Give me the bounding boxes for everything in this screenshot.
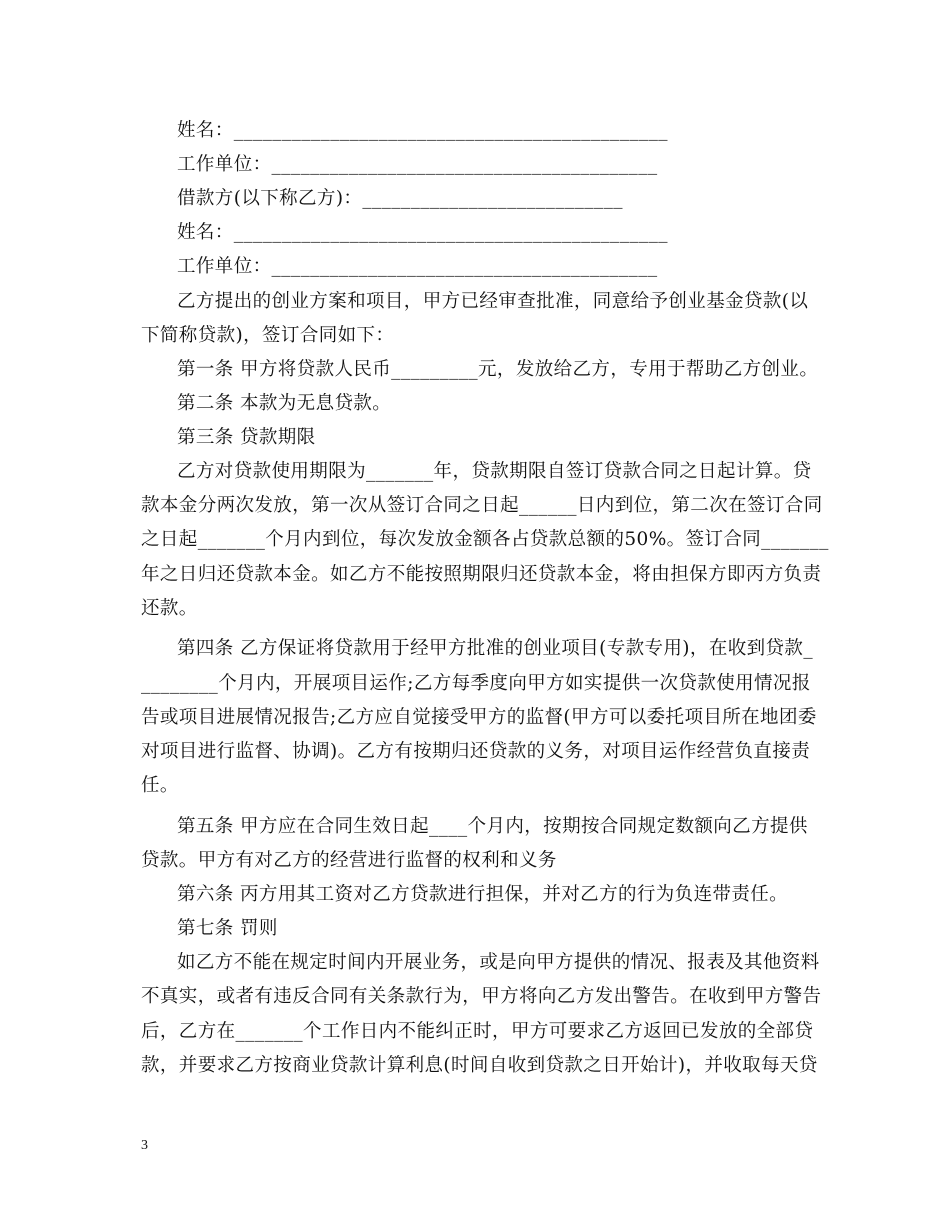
text-line: 第二条 本款为无息贷款。 <box>177 393 392 414</box>
text-line: 年之日归还贷款本金。如乙方不能按照期限归还贷款本金，将由担保方即丙方负责 <box>141 564 822 585</box>
text-line: 第五条 甲方应在合同生效日起____个月内，按期按合同规定数额向乙方提供 <box>177 816 808 837</box>
text-line: 款本金分两次发放，第一次从签订合同之日起______日内到位，第二次在签订合同 <box>141 495 823 516</box>
text-line: 工作单位：________________________________________ <box>177 256 658 277</box>
text-line: 对项目进行监督、协调)。乙方有按期归还贷款的义务，对项目运作经营负直接责 <box>141 741 811 762</box>
text-line: 下简称贷款)，签订合同如下： <box>141 325 395 346</box>
text-line: 第六条 丙方用其工资对乙方贷款进行担保，并对乙方的行为负连带责任。 <box>177 884 789 905</box>
text-line: 乙方提出的创业方案和项目，甲方已经审查批准，同意给予创业基金贷款(以 <box>177 291 809 312</box>
text-line: 后，乙方在_______个工作日内不能纠正时，甲方可要求乙方返回已发放的全部贷 <box>141 1021 814 1042</box>
text-line: 第一条 甲方将贷款人民币_________元，发放给乙方，专用于帮助乙方创业。 <box>177 359 819 380</box>
text-line: 还款。 <box>141 598 198 619</box>
text-line: 如乙方不能在规定时间内开展业务，或是向甲方提供的情况、报表及其他资料 <box>177 952 820 973</box>
text-line: ________个月内，开展项目运作;乙方每季度向甲方如实提供一次贷款使用情况报 <box>141 673 811 694</box>
text-line: 之日起_______个月内到位，每次发放金额各占贷款总额的50%。签订合同_______ <box>141 529 829 550</box>
text-line: 姓名：_____________________________________________ <box>177 222 668 243</box>
text-line: 不真实，或者有违反合同有关条款行为，甲方将向乙方发出警告。在收到甲方警告 <box>141 986 822 1007</box>
text-line: 第七条 罚则 <box>177 918 278 939</box>
page-number: 3 <box>141 1138 148 1153</box>
text-line: 工作单位：________________________________________ <box>177 154 658 175</box>
text-line: 任。 <box>141 775 179 796</box>
text-line: 姓名：_____________________________________________ <box>177 120 668 141</box>
text-line: 第三条 贷款期限 <box>177 427 316 448</box>
text-line: 告或项目进展情况报告;乙方应自觉接受甲方的监督(甲方可以委托项目所在地团委 <box>141 707 817 728</box>
text-line: 借款方(以下称乙方)：___________________________ <box>177 188 623 209</box>
text-line: 贷款。甲方有对乙方的经营进行监督的权利和义务 <box>141 850 557 871</box>
text-line: 乙方对贷款使用期限为_______年，贷款期限自签订贷款合同之日起计算。贷 <box>177 461 812 482</box>
text-line: 第四条 乙方保证将贷款用于经甲方批准的创业项目(专款专用)，在收到贷款_ <box>177 638 813 659</box>
text-line: 款，并要求乙方按商业贷款计算利息(时间自收到贷款之日开始计)，并收取每天贷 <box>141 1055 818 1076</box>
